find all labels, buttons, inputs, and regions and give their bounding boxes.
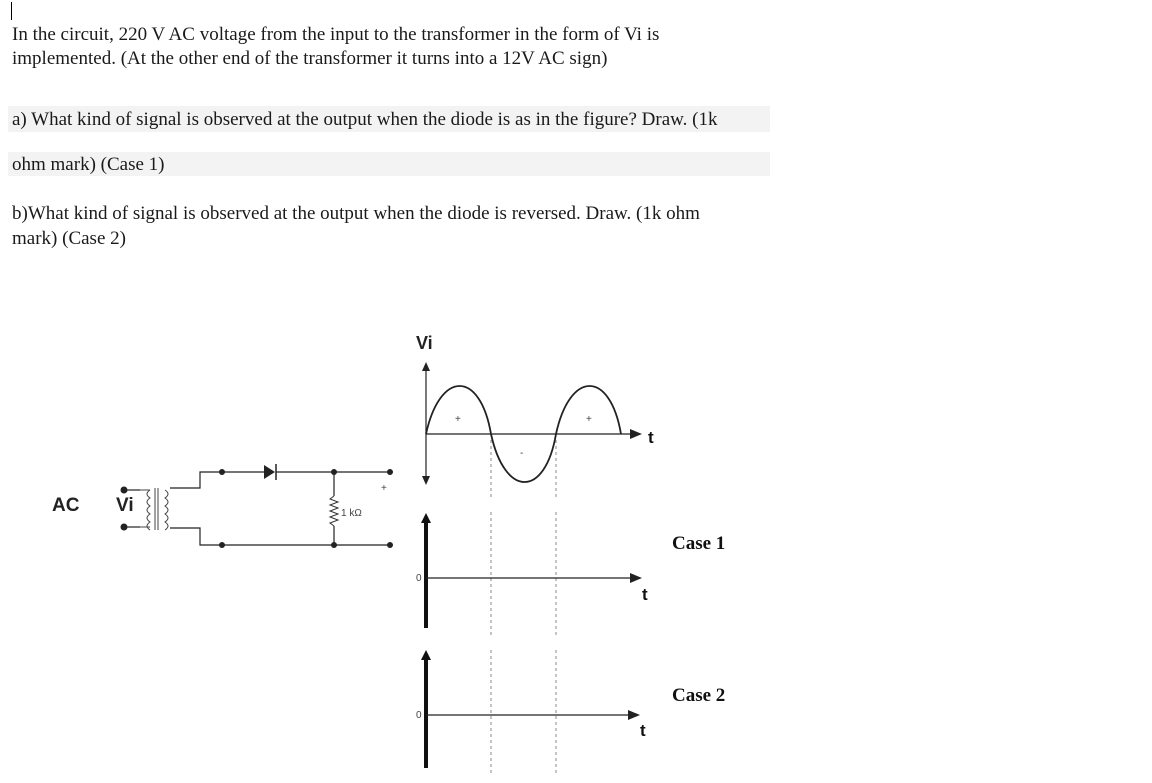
case2-label: Case 2 xyxy=(672,685,726,706)
question-b-line-2: mark) (Case 2) xyxy=(12,228,126,249)
resistor-label: 1 kΩ xyxy=(341,508,362,519)
transformer-symbol xyxy=(140,488,168,530)
case2-time-arrow xyxy=(628,710,640,720)
guide-gaps xyxy=(487,500,560,648)
ac-label: AC xyxy=(52,495,80,516)
input-axis-label: Vi xyxy=(416,333,433,353)
case2-time-label: t xyxy=(640,721,646,740)
positive-half-sign-2: + xyxy=(586,414,592,425)
problem-line-1: In the circuit, 220 V AC voltage from the input to the transformer in the form of Vi is xyxy=(12,24,660,45)
input-axis-arrow-down xyxy=(422,476,430,485)
case2-origin-label: 0 xyxy=(416,710,422,721)
case1-axis-arrow xyxy=(421,513,431,523)
diode-symbol xyxy=(264,464,276,480)
case1-label: Case 1 xyxy=(672,533,726,554)
resistor-symbol xyxy=(330,496,338,526)
case1-time-arrow xyxy=(630,573,642,583)
input-axis-arrow-up xyxy=(422,362,430,371)
input-time-label: t xyxy=(648,428,654,447)
input-time-arrow xyxy=(630,429,642,439)
case1-origin-label: 0 xyxy=(416,573,422,584)
circuit-nodes xyxy=(219,469,393,548)
vi-label: Vi xyxy=(116,495,134,516)
negative-half-sign: - xyxy=(520,448,524,459)
positive-half-sign-1: + xyxy=(455,414,461,425)
output-plus-sign: + xyxy=(381,483,387,494)
case2-axis-arrow xyxy=(421,650,431,660)
question-a-line-2: ohm mark) (Case 1) xyxy=(12,154,165,175)
problem-line-2: implemented. (At the other end of the transformer it turns into a 12V AC sign) xyxy=(12,48,608,69)
question-b-line-1: b)What kind of signal is observed at the output when the diode is reversed. Draw. (1k ohm xyxy=(12,203,700,224)
question-a-line-1: a) What kind of signal is observed at the output when the diode is as in the figure? Draw. (1k xyxy=(12,109,718,130)
case1-time-label: t xyxy=(642,585,648,604)
period-guide-lines xyxy=(491,440,556,775)
